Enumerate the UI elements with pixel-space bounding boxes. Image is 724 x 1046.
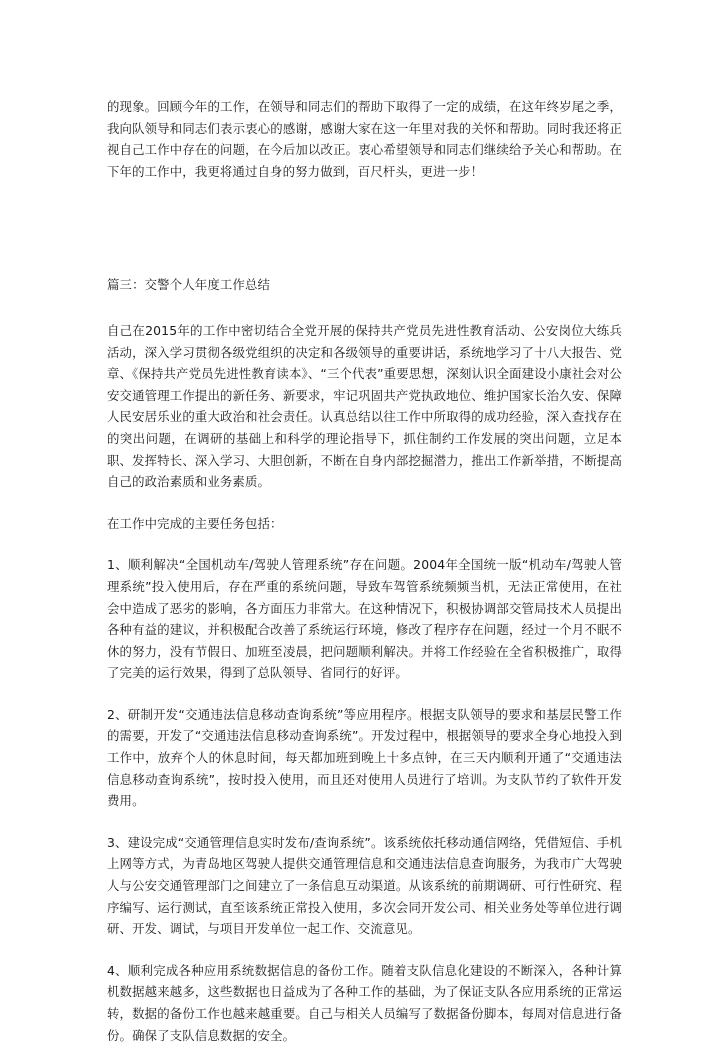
intro-paragraph: 的现象。回顾今年的工作，在领导和同志们的帮助下取得了一定的成绩，在这年终岁尾之季，我向队领导和同志们表示衷心的感谢，感谢大家在这一年里对我的关怀和帮助。同时我还将正视自己工作中存在的问题，在今后加以改正。衷心希望领导和同志们继续给予关心和帮助。在下年的工作中，我更将通过自身的努力做到，百尺杆头，更进一步！: [107, 99, 622, 179]
body-paragraph-2: 在工作中完成的主要任务包括：: [107, 515, 283, 531]
body-paragraph-6: 4、顺利完成各种应用系统数据信息的备份工作。随着支队信息化建设的不断深入，各种计算机数据越来越多，这些数据也日益成为了各种工作的基础，为了保证支队各应用系统的正常运转，数据的备份工作也越来越重要。自己与相关人员编写了数据备份脚本，每周对信息进行备份。确保了支队信息数据的安全。: [107, 962, 622, 1043]
body-paragraph-5: 3、建设完成“交通管理信息实时发布/查询系统”。该系统依托移动通信网络，凭借短信、手机上网等方式，为青岛地区驾驶人提供交通管理信息和交通违法信息查询服务，为我市广大驾驶人与公安交通管理部门之间建立了一条信息互动渠道。从该系统的前期调研、可行性研究、程序编写、运行测试，直至该系统正常投入使用，多次会同开发公司、相关业务处等单位进行调研、开发、调试，与项目开发单位一起工作、交流意见。: [107, 834, 622, 937]
document-page: [107, 96, 622, 1046]
body-paragraph-3: 1、顺利解决“全国机动车/驾驶人管理系统”存在问题。2004年全国统一版“机动车/驾驶人管理系统”投入使用后，存在严重的系统问题，导致车驾管系统频频当机，无法正常使用，在社会中造成了恶劣的影响，各方面压力非常大。在这种情况下，积极协调部交管局技术人员提出各种有益的建议，并积极配合改善了系统运行环境，修改了程序存在问题，经过一个月不眠不休的努力，没有节假日、加班至凌晨，把问题顺利解决。并将工作经验在全省积极推广，取得了完美的运行效果，得到了总队领导、省同行的好评。: [107, 557, 622, 681]
section-heading: 篇三：交警个人年度工作总结: [107, 277, 271, 293]
body-paragraph-4: 2、研制开发“交通违法信息移动查询系统”等应用程序。根据支队领导的要求和基层民警工作的需要，开发了“交通违法信息移动查询系统”。开发过程中，根据领导的要求全身心地投入到工作中，放弃个人的休息时间，每天都加班到晚上十多点钟，在三天内顺利开通了“交通违法信息移动查询系统”，按时投入使用，而且还对使用人员进行了培训。为支队节约了软件开发费用。: [107, 706, 622, 809]
body-paragraph-1: 自己在2015年的工作中密切结合全党开展的保持共产党员先进性教育活动、公安岗位大练兵活动，深入学习贯彻各级党组织的决定和各级领导的重要讲话，系统地学习了十八大报告、党章、《保持共产党员先进性教育读本》、“三个代表”重要思想，深刻认识全面建设小康社会对公安交通管理工作提出的新任务、新要求，牢记巩固共产党执政地位、维护国家长治久安、保障人民安居乐业的重大政治和社会责任。认真总结以往工作中所取得的成功经验，深入查找存在的突出问题，在调研的基础上和科学的理论指导下，抓住制约工作发展的突出问题，立足本职、发挥特长、深入学习、大胆创新，不断在自身内部挖掘潜力，推出工作新举措，不断提高自己的政治素质和业务素质。: [107, 322, 622, 490]
